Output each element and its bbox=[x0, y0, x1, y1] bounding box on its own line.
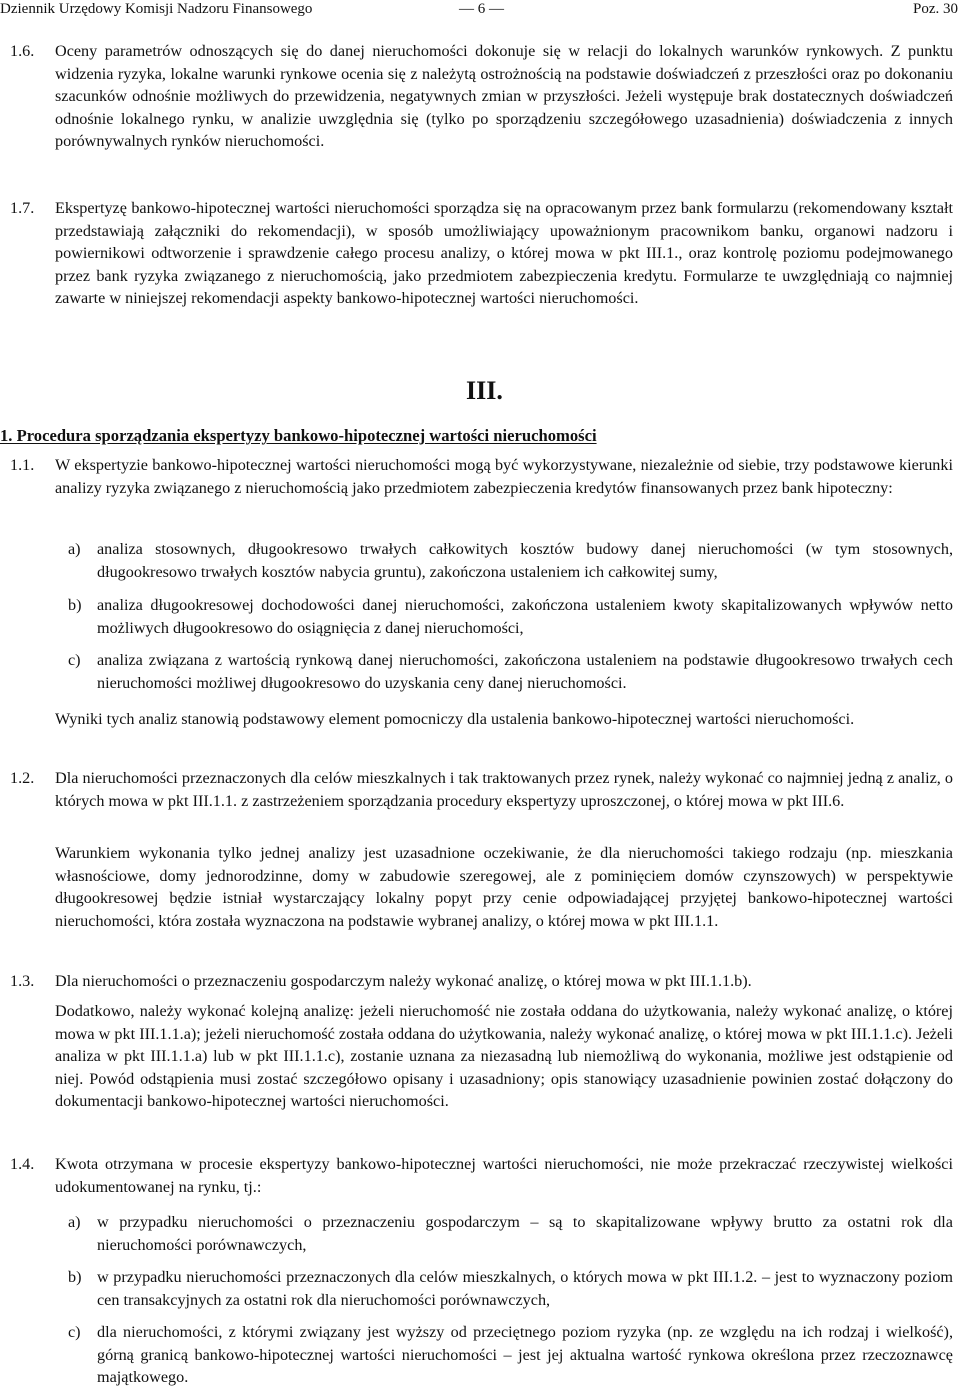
paragraph-1-1-closing: Wyniki tych analiz stanowią podstawowy element pomocniczy dla ustalenia bankowo-hipotecznej wartości nieruchomości. bbox=[55, 710, 855, 728]
list-label: a) bbox=[68, 540, 81, 558]
page-number: — 6 — bbox=[459, 1, 504, 17]
list-label: c) bbox=[68, 1323, 81, 1341]
paragraph-1-2: Dla nieruchomości przeznaczonych dla celów mieszkalnych i tak traktowanych przez rynek, należy wykonać co najmniej jedną z analiz, o których mowa w pkt III.1.1. z zastrzeżeniem sporządzania procedury ekspertyzy uproszczonej, o której mowa w pkt III.6. bbox=[55, 769, 953, 810]
paragraph-number: 1.3. bbox=[10, 972, 35, 990]
section-title: 1. Procedura sporządzania ekspertyzy bankowo-hipotecznej wartości nieruchomości bbox=[0, 426, 597, 445]
paragraph-number: 1.6. bbox=[10, 42, 35, 60]
paragraph-1-4: Kwota otrzymana w procesie ekspertyzy bankowo-hipotecznej wartości nieruchomości, nie może przekraczać rzeczywistej wielkości udokumentowanej na rynku, tj.: bbox=[55, 1155, 953, 1196]
chapter-heading: III. bbox=[466, 376, 503, 405]
paragraph-1-2-second: Warunkiem wykonania tylko jednej analizy jest uzasadnione oczekiwanie, że dla nieruchomości takiego rodzaju (np. mieszkania własnościowe, domy jednorodzinne, domy w zabudowie szeregowej, ale z pominięciem domów czynszowych) w perspektywie długookresowej będzie istniał wystarczający lokalny popyt przy cenie odpowiadającej przyjętej bankowo-hipotecznej wartości nieruchomości, która została wyznaczona na podstawie wybranej analizy, o której mowa w pkt III.1.1. bbox=[55, 844, 953, 930]
list-item: dla nieruchomości, z którymi związany jest wyższy od przeciętnego poziom ryzyka (np. ze względu na ich rodzaj i wielkość), górną granicą bankowo-hipotecznej wartości nieruchomości – jest jej aktualna wartość rynkowa określona przez rzeczoznawcę majątkowego. bbox=[97, 1323, 953, 1387]
list-item: analiza stosownych, długookresowo trwałych całkowitych kosztów budowy danej nieruchomości (w tym stosownych, długookresowo trwałych kosztów nabycia gruntu), zakończona ustaleniem ich całkowitej sumy, bbox=[97, 540, 953, 581]
position-number: Poz. 30 bbox=[913, 1, 958, 17]
paragraph-number: 1.7. bbox=[10, 199, 35, 217]
list-label: a) bbox=[68, 1213, 81, 1231]
paragraph-1-6: Oceny parametrów odnoszących się do danej nieruchomości dokonuje się w relacji do lokalnych warunków rynkowych. Z punktu widzenia ryzyka, lokalne warunki rynkowe ocenia się z należytą ostrożnością na podstawie doświadczeń z przeszłości oraz po dokonaniu szacunków odnośnie możliwych do przewidzenia, negatywnych zmian w przyszłości. Jeżeli występuje brak dostatecznych doświadczeń odnośnie lokalnego rynku, w analizie uwzględnia się (tylko po sporządzeniu szczegółowego uzasadnienia) doświadczenia z innych porównywalnych rynków nieruchomości. bbox=[55, 42, 953, 151]
list-item: w przypadku nieruchomości o przeznaczeniu gospodarczym – są to skapitalizowane wpływy brutto za ostatni rok dla nieruchomości porównawczych, bbox=[97, 1213, 953, 1254]
paragraph-number: 1.2. bbox=[10, 769, 35, 787]
paragraph-1-7: Ekspertyzę bankowo-hipotecznej wartości nieruchomości sporządza się na opracowanym przez bank formularzu (rekomendowany kształt przedstawiają załączniki do rekomendacji), w sposób umożliwiający upoważnionym pracownikom banku, organowi nadzoru i powiernikowi odtworzenie i sprawdzenie całego procesu analizy, o której mowa w pkt III.1., oraz kontrolę poziomu podejmowanego przez bank ryzyka związanego z nieruchomością, jako przedmiotem zabezpieczenia kredytu. Formularze te uwzględniają co najmniej zawarte w niniejszej rekomendacji aspekty bankowo-hipotecznej wartości nieruchomości. bbox=[55, 199, 953, 308]
list-item: analiza długookresowej dochodowości danej nieruchomości, zakończona ustaleniem kwoty skapitalizowanych wpływów netto możliwych długookresowo do osiągnięcia z danej nieruchomości, bbox=[97, 596, 953, 637]
paragraph-1-3: Dla nieruchomości o przeznaczeniu gospodarczym należy wykonać analizę, o której mowa w pkt III.1.1.b). bbox=[55, 972, 752, 990]
list-label: b) bbox=[68, 1268, 82, 1286]
paragraph-1-3-second: Dodatkowo, należy wykonać kolejną analizę: jeżeli nieruchomość nie została oddana do użytkowania, należy wykonać analizę, o której mowa w pkt III.1.1.a); jeżeli nieruchomość została oddana do użytkowania, należy wykonać analizę, o której mowa w pkt III.1.1.c). Jeżeli analiza w pkt III.1.1.a) lub w pkt III.1.1.c), zostanie uznana za niezasadną lub niemożliwą do wykonania, możliwe jest odstąpienie od niej. Powód odstąpienia musi zostać szczegółowo opisany i uzasadniony; opis stanowiący uzasadnienie powinien zostać dołączony do dokumentacji bankowo-hipotecznej wartości nieruchomości. bbox=[55, 1002, 953, 1111]
list-item: w przypadku nieruchomości przeznaczonych dla celów mieszkalnych, o których mowa w pkt III.1.2. – jest to wyznaczony poziom cen transakcyjnych za ostatni rok dla nieruchomości porównawczych, bbox=[97, 1268, 953, 1309]
list-item: analiza związana z wartością rynkową danej nieruchomości, zakończona ustaleniem na podstawie długookresowo trwałych cech nieruchomości możliwej długookresowo do uzyskania ceny danej nieruchomości. bbox=[97, 651, 953, 692]
paragraph-number: 1.4. bbox=[10, 1155, 35, 1173]
list-label: c) bbox=[68, 651, 81, 669]
running-header bbox=[0, 0, 960, 18]
list-label: b) bbox=[68, 596, 82, 614]
paragraph-1-1: W ekspertyzie bankowo-hipotecznej wartości nieruchomości mogą być wykorzystywane, niezależnie od siebie, trzy podstawowe kierunki analizy ryzyka związanego z nieruchomością jako przedmiotem zabezpieczenia kredytów finansowanych przez bank hipoteczny: bbox=[55, 456, 953, 497]
paragraph-number: 1.1. bbox=[10, 456, 35, 474]
journal-title: Dziennik Urzędowy Komisji Nadzoru Finansowego bbox=[0, 1, 313, 17]
